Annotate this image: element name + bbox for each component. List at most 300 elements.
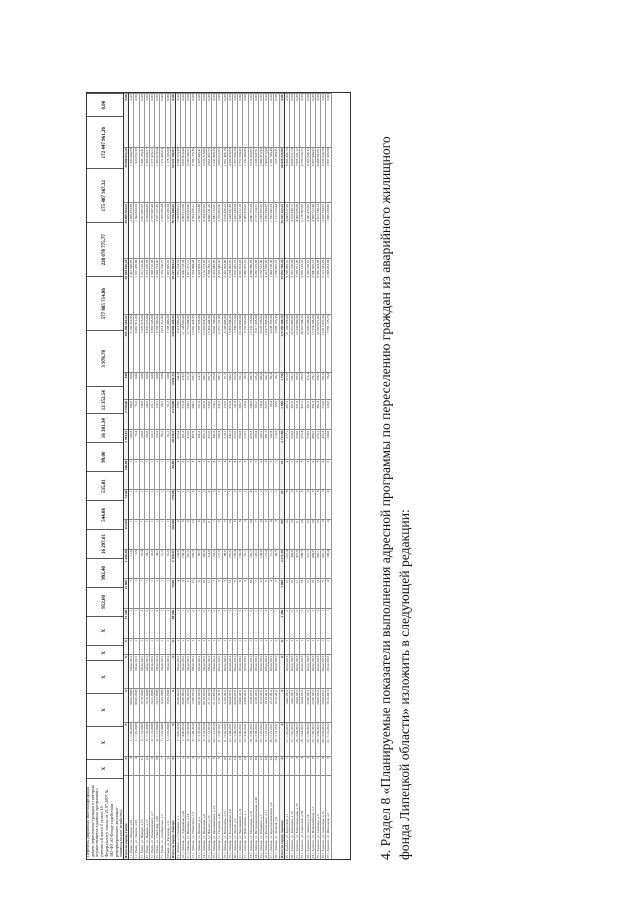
row-value-cell: 11 — [207, 519, 211, 549]
row-address-cell: 33 г. Задонск, ул. Ленина, д.18 — [306, 775, 310, 859]
row-value-cell: 12 008 — [124, 578, 128, 608]
row-value-cell: 2 — [306, 608, 310, 638]
row-value-cell: 1 — [316, 638, 320, 654]
row-value-cell: 1 — [321, 608, 325, 638]
row-value-cell: 1 — [285, 756, 289, 776]
row-value-cell: 114,5 — [197, 372, 201, 400]
row-value-cell: 4 638 592,00 — [269, 314, 273, 372]
row-value-cell: 98,5 — [160, 429, 164, 459]
row-value-cell: 13 / 3 06,2011 — [243, 722, 247, 756]
row-value-cell: 4 — [300, 756, 304, 776]
row-value-cell: 6 — [197, 578, 201, 608]
row-value-cell: 15.12.2011 — [269, 688, 273, 722]
row-value-cell: 1 — [160, 578, 164, 608]
row-value-cell: 10 — [249, 578, 253, 608]
row-value-cell: 1 — [145, 578, 149, 608]
row-value-cell: 9 — [186, 578, 190, 608]
row-value-cell: 50,7 — [274, 372, 278, 400]
row-value-cell: 30.06.2010 — [176, 688, 180, 722]
row-value-cell: 0,00 — [186, 93, 190, 147]
row-value-cell: 4 — [306, 459, 310, 489]
row-value-cell: 144,8 — [176, 372, 180, 400]
row-value-cell: III кв 2013 — [285, 654, 289, 688]
row-value-cell: 14.02.2012 — [285, 688, 289, 722]
row-address-cell: 21 г. Липецк, ул. Терешковой, д.22 — [238, 775, 242, 859]
row-value-cell: 2 — [238, 608, 242, 638]
row-value-cell: 4 593 256,21 — [191, 202, 195, 258]
row-value-cell: 5 350 745,21 — [207, 258, 211, 314]
row-value-cell: 1 — [166, 519, 170, 549]
row-value-cell: 219,5 — [243, 429, 247, 459]
row-value-cell: 4 — [311, 459, 315, 489]
row-value-cell: 69,4 — [269, 372, 273, 400]
row-value-cell: 7 / 4 06,2010 — [176, 722, 180, 756]
row-value-cell: 6 — [197, 519, 201, 549]
row-value-cell: III кв 2011 — [207, 654, 211, 688]
row-value-cell: 4 209 476,93 — [228, 147, 232, 203]
row-value-cell: III кв 2011 — [186, 654, 190, 688]
row-value-cell: 1 — [140, 489, 144, 519]
row-value-cell: 1 — [150, 489, 154, 519]
row-value-cell: 16 / 2 12,2011 — [274, 722, 278, 756]
row-value-cell: 1 — [295, 638, 299, 654]
row-value-cell: 0,00 — [316, 93, 320, 147]
row-value-cell: 472,6 — [207, 429, 211, 459]
row-value-cell: 172 595 106,70 — [280, 314, 284, 372]
row-value-cell: 0,00 — [249, 93, 253, 147]
row-value-cell: III кв 2011 — [150, 654, 154, 688]
row-value-cell: 920 652,36 — [134, 147, 138, 203]
table-rotation-wrapper — [86, 92, 351, 860]
row-value-cell: 0,00 — [191, 93, 195, 147]
header-col-19: 172 447 961,26 — [87, 116, 123, 168]
row-value-cell: 2 168,21 — [171, 549, 175, 579]
row-value-cell: 21,3 — [160, 549, 164, 579]
row-value-cell: 10 — [223, 756, 227, 776]
row-address-cell: 37 г. Задонск, ул. Школьная, д.2 — [326, 775, 330, 859]
row-value-cell: 7 — [254, 578, 258, 608]
row-value-cell: 12 — [191, 578, 195, 608]
row-value-cell: 429,3 — [249, 429, 253, 459]
row-value-cell: 3 035 014,40 — [181, 147, 185, 203]
row-value-cell: 18 / 2 04,2012 — [300, 722, 304, 756]
row-value-cell: 239 906 326,54 — [171, 314, 175, 372]
row-value-cell: 212,4 — [181, 399, 185, 429]
row-value-cell: 2 753 523,80 — [259, 258, 263, 314]
row-value-cell: III кв 2012 — [233, 654, 237, 688]
row-value-cell: 1 — [145, 459, 149, 489]
row-address-cell: 16 г. Липецк, ул. Циолковского, д.13 — [212, 775, 216, 859]
row-value-cell: 7 — [212, 578, 216, 608]
row-value-cell: 2 / 1 06,2008 — [134, 722, 138, 756]
row-value-cell: 270,8 — [321, 399, 325, 429]
row-value-cell: 4 430 133,54 — [181, 258, 185, 314]
row-value-cell: 1 — [129, 489, 133, 519]
row-value-cell: 17 / 1 02,2012 — [285, 722, 289, 756]
row-value-cell: 2 350,60 — [124, 399, 128, 429]
row-value-cell: 4 — [197, 459, 201, 489]
row-value-cell: 4 041,72 — [171, 372, 175, 400]
row-value-cell: 1 — [129, 608, 133, 638]
row-value-cell: 24.06.2011 — [243, 688, 247, 722]
row-value-cell: 4 810 438,12 — [290, 202, 294, 258]
row-value-cell: 5 — [316, 459, 320, 489]
row-value-cell: 4 — [321, 459, 325, 489]
row-value-cell: 14 / 2 08,2011 — [254, 722, 258, 756]
row-value-cell: 1 — [202, 638, 206, 654]
row-value-cell: 2 066 478,02 — [243, 202, 247, 258]
row-value-cell: 7 — [295, 489, 299, 519]
row-value-cell: III кв 2011 — [176, 654, 180, 688]
row-value-cell: 4 — [259, 459, 263, 489]
row-value-cell: 4 — [176, 519, 180, 549]
row-value-cell: 1 — [166, 578, 170, 608]
row-value-cell: 126,0 — [243, 399, 247, 429]
row-value-cell: 13 — [316, 578, 320, 608]
row-value-cell: 21 / 1 10,2012 — [326, 722, 330, 756]
row-value-cell: 4 441 475,93 — [306, 202, 310, 258]
row-value-cell: 2 — [300, 608, 304, 638]
row-value-cell: 5 176 887,62 — [300, 202, 304, 258]
row-value-cell: 1 993 018,50 — [155, 147, 159, 203]
row-value-cell: 2 — [295, 608, 299, 638]
row-value-cell: 455,1 — [202, 429, 206, 459]
row-value-cell: 3 340 212,10 — [238, 202, 242, 258]
row-value-cell: 6 — [264, 459, 268, 489]
row-value-cell: 11 351 232,00 — [217, 314, 221, 372]
row-value-cell: 1 — [223, 608, 227, 638]
row-value-cell: 146,6 — [145, 399, 149, 429]
row-value-cell: 1 — [129, 519, 133, 549]
row-value-cell: 1 — [150, 578, 154, 608]
row-value-cell: 1 577 428,22 — [150, 147, 154, 203]
row-address-cell: 1 г. Грязи, ул. Ленина, д.63 — [129, 775, 133, 859]
row-address-cell: Итого по городу Задонск: — [280, 775, 284, 859]
row-value-cell: 312,0 — [228, 399, 232, 429]
row-value-cell: 487,9 — [191, 429, 195, 459]
row-value-cell: X — [280, 654, 284, 688]
row-value-cell: 2 016 459,22 — [223, 202, 227, 258]
row-value-cell: 261,00 — [171, 519, 175, 549]
row-value-cell: 2 — [290, 756, 294, 776]
row-value-cell: 1 997 986,20 — [233, 147, 237, 203]
row-value-cell: 4 — [269, 519, 273, 549]
row-value-cell: III кв 2013 — [300, 654, 304, 688]
row-value-cell: 12 966 624,00 — [202, 314, 206, 372]
row-value-cell: 151,8 — [197, 399, 201, 429]
row-value-cell: 1 — [264, 638, 268, 654]
row-value-cell: 12 / 1 04,2011 — [233, 722, 237, 756]
row-value-cell: 2 065 443,47 — [197, 147, 201, 203]
row-value-cell: 34,2 — [155, 549, 159, 579]
row-value-cell: 10 — [202, 578, 206, 608]
row-value-cell: 0,00 — [124, 93, 128, 147]
row-value-cell: 0,00 — [160, 93, 164, 147]
row-value-cell: 1 — [140, 578, 144, 608]
row-value-cell: 0,00 — [321, 93, 325, 147]
row-value-cell: 139,8 — [140, 429, 144, 459]
row-value-cell: 39 998 954,20 — [124, 147, 128, 203]
row-value-cell: 15 — [249, 756, 253, 776]
row-value-cell: 0,00 — [145, 372, 149, 400]
row-value-cell: 0,00 — [129, 93, 133, 147]
row-value-cell: 14 / 2 08,2011 — [249, 722, 253, 756]
row-value-cell: 71,5 — [269, 549, 273, 579]
row-value-cell: 8 — [212, 756, 216, 776]
row-value-cell: 1 — [326, 638, 330, 654]
row-value-cell: 5 / 2 03,2009 — [160, 722, 164, 756]
row-value-cell: 391,2 — [321, 549, 325, 579]
row-value-cell: 79 156 480,45 — [171, 202, 175, 258]
row-value-cell: 4 — [249, 489, 253, 519]
row-value-cell: 8 — [306, 489, 310, 519]
row-value-cell: 1 — [160, 638, 164, 654]
row-value-cell: 13 — [290, 578, 294, 608]
row-value-cell: X — [280, 722, 284, 756]
row-value-cell: 154,3 — [155, 429, 159, 459]
row-value-cell: 3 — [238, 489, 242, 519]
row-value-cell: 1 — [212, 638, 216, 654]
row-value-cell: 4 — [207, 489, 211, 519]
row-value-cell: 9 — [217, 756, 221, 776]
row-value-cell: 4 — [191, 489, 195, 519]
row-value-cell: 2 805 192,38 — [150, 258, 154, 314]
row-value-cell: III кв 2011 — [134, 654, 138, 688]
row-value-cell: 1 178 103,84 — [166, 147, 170, 203]
header-col-17: 228 078 775,77 — [87, 222, 123, 276]
row-value-cell: 1 — [233, 608, 237, 638]
row-value-cell: 172,4 — [264, 549, 268, 579]
row-value-cell: 2 — [140, 608, 144, 638]
row-value-cell: 1 — [166, 459, 170, 489]
row-value-cell: 11 — [207, 578, 211, 608]
row-value-cell: 106,8 — [129, 399, 133, 429]
row-value-cell: 11 — [295, 578, 299, 608]
row-value-cell: 12 232 176,00 — [249, 314, 253, 372]
row-value-cell: 22 852 096,00 — [290, 314, 294, 372]
row-address-cell: 13 г. Липецк, ул. Папина, д.2 — [197, 775, 201, 859]
row-value-cell: 1 — [129, 578, 133, 608]
row-value-cell: 3 329 863,97 — [249, 147, 253, 203]
row-value-cell: 8 370 216,00 — [145, 314, 149, 372]
row-value-cell: 95 227 063,12 — [171, 258, 175, 314]
header-col-5: X — [87, 645, 123, 660]
row-value-cell: 7 — [217, 459, 221, 489]
row-value-cell: 17.08.2010 — [186, 688, 190, 722]
row-value-cell: 1 — [155, 519, 159, 549]
row-value-cell: 1 — [176, 608, 180, 638]
row-value-cell: 7 — [160, 756, 164, 776]
row-value-cell: 391,3 — [181, 429, 185, 459]
row-value-cell: 1 — [176, 638, 180, 654]
row-value-cell: 106,8 — [129, 429, 133, 459]
row-value-cell: 23,6 — [150, 549, 154, 579]
row-value-cell: 1 — [311, 608, 315, 638]
row-value-cell: 15.03.2009 — [160, 688, 164, 722]
row-value-cell: 5 109 301,45 — [228, 202, 232, 258]
row-value-cell: 576,9 — [306, 429, 310, 459]
row-address-cell: 22 г. Липецк, ул. Юбилейная, д.1 — [243, 775, 247, 859]
row-value-cell: 182,5 — [249, 372, 253, 400]
row-value-cell: 1 608 230,86 — [326, 202, 330, 258]
row-value-cell: 59 999 764,54 — [124, 202, 128, 258]
row-value-cell: 2 485 072,10 — [243, 258, 247, 314]
row-value-cell: 5 — [300, 459, 304, 489]
paragraph-line-2: фонда Липецкой области» изложить в следующей редакции: — [397, 509, 412, 860]
row-value-cell: 5 614 512,00 — [160, 314, 164, 372]
row-value-cell: 17 574 288,00 — [311, 314, 315, 372]
row-value-cell: 0,00 — [243, 93, 247, 147]
row-value-cell: 1 — [134, 519, 138, 549]
row-value-cell: 521,4 — [285, 549, 289, 579]
row-value-cell: 08.08.2008 — [134, 688, 138, 722]
row-address-cell: 4 г. Грязи, ул. Правды, д.12 — [145, 775, 149, 859]
header-col-12: 99,00 — [87, 442, 123, 471]
header-col-10: 544,08 — [87, 500, 123, 529]
row-value-cell: 1 383 084,58 — [129, 147, 133, 203]
row-value-cell: 20 / 3 08,2012 — [316, 722, 320, 756]
row-value-cell: 176,1 — [212, 399, 216, 429]
row-value-cell: 8 217 328,00 — [254, 314, 258, 372]
row-value-cell: 1 — [243, 608, 247, 638]
row-value-cell: 2 — [285, 608, 289, 638]
row-value-cell: 12 / 1 04,2011 — [228, 722, 232, 756]
row-value-cell: 0,00 — [290, 93, 294, 147]
row-value-cell: 0,00 — [223, 93, 227, 147]
row-value-cell: 9 — [300, 489, 304, 519]
row-value-cell: 0,00 — [212, 93, 216, 147]
row-value-cell: 37,4 — [140, 549, 144, 579]
row-value-cell: III кв 2011 — [181, 654, 185, 688]
row-value-cell: 2 — [181, 756, 185, 776]
row-value-cell: 3 699 512,40 — [311, 202, 315, 258]
row-address-cell: 31 г. Задонск, ул. Комсомольская, д.25 — [295, 775, 299, 859]
row-value-cell: 18 — [264, 756, 268, 776]
row-value-cell: 3 257 227,45 — [155, 202, 159, 258]
row-value-cell: 1 — [285, 638, 289, 654]
row-value-cell: 4 069 626,98 — [295, 202, 299, 258]
row-value-cell: 4 — [176, 578, 180, 608]
row-value-cell: 10 — [249, 519, 253, 549]
row-address-cell: 15 г. Липецк, ул. Фрунзе, д.27 — [207, 775, 211, 859]
row-value-cell: 1 — [269, 608, 273, 638]
row-value-cell: 1 — [134, 489, 138, 519]
row-value-cell: 22 863 072,00 — [316, 314, 320, 372]
row-value-cell: 156,4 — [181, 549, 185, 579]
row-value-cell: 1 886 416,83 — [259, 147, 263, 203]
row-value-cell: 1 — [321, 638, 325, 654]
row-value-cell: 10 — [155, 756, 159, 776]
row-value-cell: 354,8 — [238, 429, 242, 459]
row-value-cell: 0,00 — [238, 93, 242, 147]
row-value-cell: 412,6 — [186, 429, 190, 459]
row-value-cell: 1 — [155, 489, 159, 519]
row-value-cell: 1 — [259, 608, 263, 638]
row-value-cell: 139,4 — [259, 399, 263, 429]
row-address-cell: 12 г. Липецк, ул. Ушинского, д.5 — [191, 775, 195, 859]
row-value-cell: 1 — [160, 489, 164, 519]
row-value-cell: 181,2 — [186, 549, 190, 579]
table-header-row — [84, 93, 124, 859]
row-value-cell: 4 — [285, 459, 289, 489]
row-value-cell: 14 — [300, 578, 304, 608]
row-address-cell: 23 г. Липецк, ул. Мичурина, д.18 — [249, 775, 253, 859]
row-value-cell: 2 857 493,90 — [326, 147, 330, 203]
row-value-cell: 0,00 — [134, 93, 138, 147]
row-value-cell: 240,1 — [186, 399, 190, 429]
row-value-cell: 8 — [290, 489, 294, 519]
row-value-cell: 9 — [321, 519, 325, 549]
row-value-cell: III кв 2012 — [238, 654, 242, 688]
row-value-cell: 1 — [150, 638, 154, 654]
row-value-cell: 2 751 930,45 — [238, 147, 242, 203]
paragraph-area — [376, 92, 418, 860]
row-value-cell: 229,3 — [217, 399, 221, 429]
row-value-cell: 15 815 072,00 — [321, 314, 325, 372]
row-value-cell: 132,2 — [212, 549, 216, 579]
row-address-cell: 30 г. Задонск, ул. Калинина, д.12 — [290, 775, 294, 859]
row-value-cell: III кв 2012 — [223, 654, 227, 688]
row-value-cell: III кв 2013 — [295, 654, 299, 688]
row-value-cell: 925 390,31 — [274, 147, 278, 203]
row-value-cell: 24 592 584,00 — [300, 314, 304, 372]
row-value-cell: 5 — [290, 459, 294, 489]
row-value-cell: 107,4 — [233, 549, 237, 579]
row-value-cell: 5 152 573,07 — [202, 258, 206, 314]
row-value-cell: 3 665 457,53 — [207, 147, 211, 203]
row-value-cell: 7 — [316, 756, 320, 776]
row-value-cell: 7 — [254, 519, 258, 549]
row-value-cell: 2 577 907,40 — [150, 202, 154, 258]
row-value-cell: 10 — [311, 578, 315, 608]
row-value-cell: 10 / 1 12,2010 — [212, 722, 216, 756]
row-value-cell: 192,7 — [249, 549, 253, 579]
row-value-cell: 1 — [145, 638, 149, 654]
row-value-cell: 5 198 400,00 — [166, 314, 170, 372]
row-value-cell: 178,9 — [181, 372, 185, 400]
row-value-cell: 103,6 — [176, 549, 180, 579]
row-value-cell: 0,00 — [181, 93, 185, 147]
row-value-cell: III кв 2011 — [160, 654, 164, 688]
row-value-cell: 8 — [181, 519, 185, 549]
row-value-cell: 2 916 482,16 — [233, 258, 237, 314]
row-value-cell: 9 — [264, 519, 268, 549]
row-value-cell: 0,00 — [197, 93, 201, 147]
row-value-cell: 3 200 243,22 — [186, 147, 190, 203]
row-value-cell: 6 — [311, 489, 315, 519]
row-value-cell: 203,7 — [238, 399, 242, 429]
row-value-cell: 19 — [269, 756, 273, 776]
row-value-cell: 1 — [254, 608, 258, 638]
row-value-cell: 28.08.2012 — [316, 688, 320, 722]
row-value-cell: 1 — [243, 489, 247, 519]
row-value-cell: 3 683 812,06 — [181, 202, 185, 258]
row-value-cell: 169,1 — [217, 372, 221, 400]
row-value-cell: 3,8 — [134, 549, 138, 579]
row-value-cell: 10 / 1 12,2010 — [207, 722, 211, 756]
row-value-cell: 11.02.2011 — [223, 688, 227, 722]
row-value-cell: 0,00 — [155, 93, 159, 147]
row-value-cell: 11 148 960,00 — [181, 314, 185, 372]
row-value-cell: 3 784 159,36 — [191, 147, 195, 203]
row-value-cell: 3 — [186, 756, 190, 776]
row-value-cell: 1 — [217, 638, 221, 654]
row-value-cell: 16.10.2012 — [326, 688, 330, 722]
row-value-cell: 08.10.2010 — [202, 688, 206, 722]
row-value-cell: 2 425 063,60 — [223, 258, 227, 314]
row-value-cell: 2 715 154,51 — [254, 202, 258, 258]
row-value-cell: 0,00 — [207, 93, 211, 147]
